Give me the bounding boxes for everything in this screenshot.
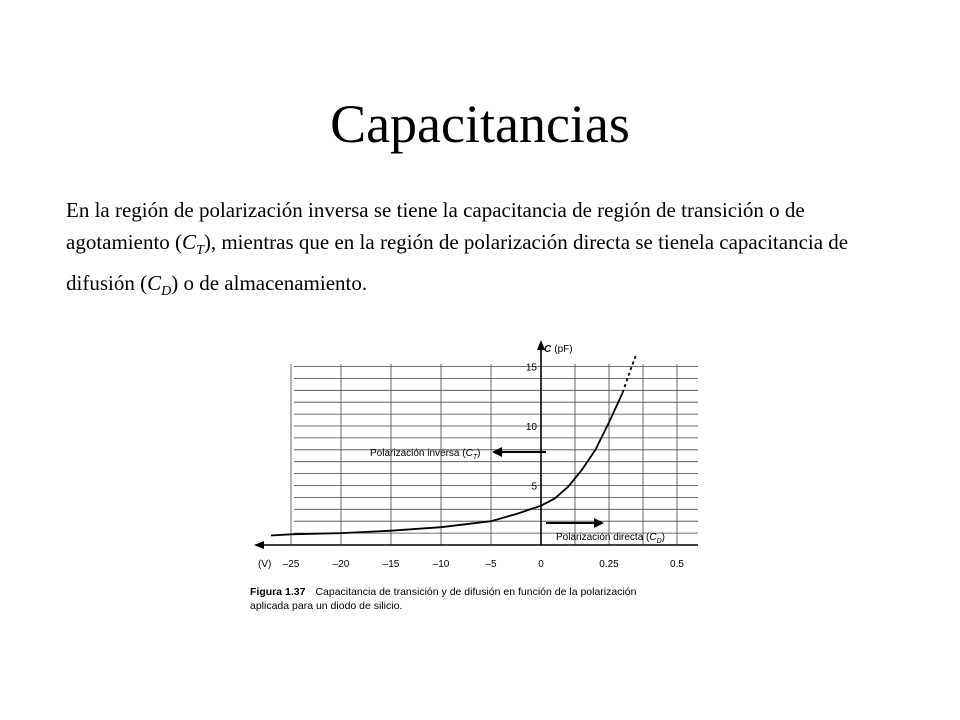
body-text-part2: ), mientras que en la región de polarización directa se tienela capacitancia de difusión (: [66, 230, 849, 296]
reverse-bias-arrowhead: [492, 447, 502, 457]
x-tick-label: 0: [538, 559, 544, 570]
caption-line2: aplicada para un diodo de silicio.: [250, 600, 403, 612]
forward-bias-label: Polarización directa $(C_D)$: [556, 532, 666, 545]
forward-bias-arrowhead: [594, 518, 604, 528]
chart-axes: [254, 340, 698, 549]
cd-symbol: C: [147, 271, 162, 296]
caption-line1: Figura 1.37 Capacitancia de transición y de difusión en función de la polarización: [250, 586, 637, 598]
capacitance-chart: [248, 330, 728, 630]
body-text: [66, 194, 896, 308]
y-tick-label: 10: [525, 422, 537, 433]
x-tick-label: 0.25: [599, 559, 619, 570]
chart-grid: [291, 364, 698, 545]
y-tick-label: 5: [531, 481, 537, 493]
x-tick-label: –25: [282, 559, 300, 570]
x-tick-label: –15: [382, 559, 400, 570]
x-tick-label: –5: [485, 559, 497, 570]
x-tick-label: –20: [332, 559, 350, 570]
y-axis-label: C (pF): [544, 344, 573, 355]
chart-annotations: [258, 344, 665, 570]
figure-caption: [250, 586, 637, 612]
x-tick-label: –10: [432, 559, 450, 570]
body-text-part1: En la región de polarización inversa se tiene la capacitancia de región de transición o de agotamiento (: [66, 198, 805, 254]
curve-extension: [623, 355, 637, 393]
chart-curve: [271, 355, 636, 536]
ct-symbol: C: [182, 230, 197, 254]
x-tick-label: 0.5: [670, 559, 684, 570]
body-text-part3: ) o de almacenamiento.: [171, 271, 368, 296]
x-axis-label: (V): [258, 559, 272, 570]
y-tick-label: 15: [525, 362, 537, 374]
ct-subscript: T: [196, 243, 204, 259]
x-axis-arrowhead: [254, 541, 264, 549]
cd-subscript: D: [161, 284, 172, 300]
reverse-bias-label: Polarización inversa $(C_T)$: [370, 448, 481, 461]
page-title: Capacitancias: [330, 94, 630, 154]
